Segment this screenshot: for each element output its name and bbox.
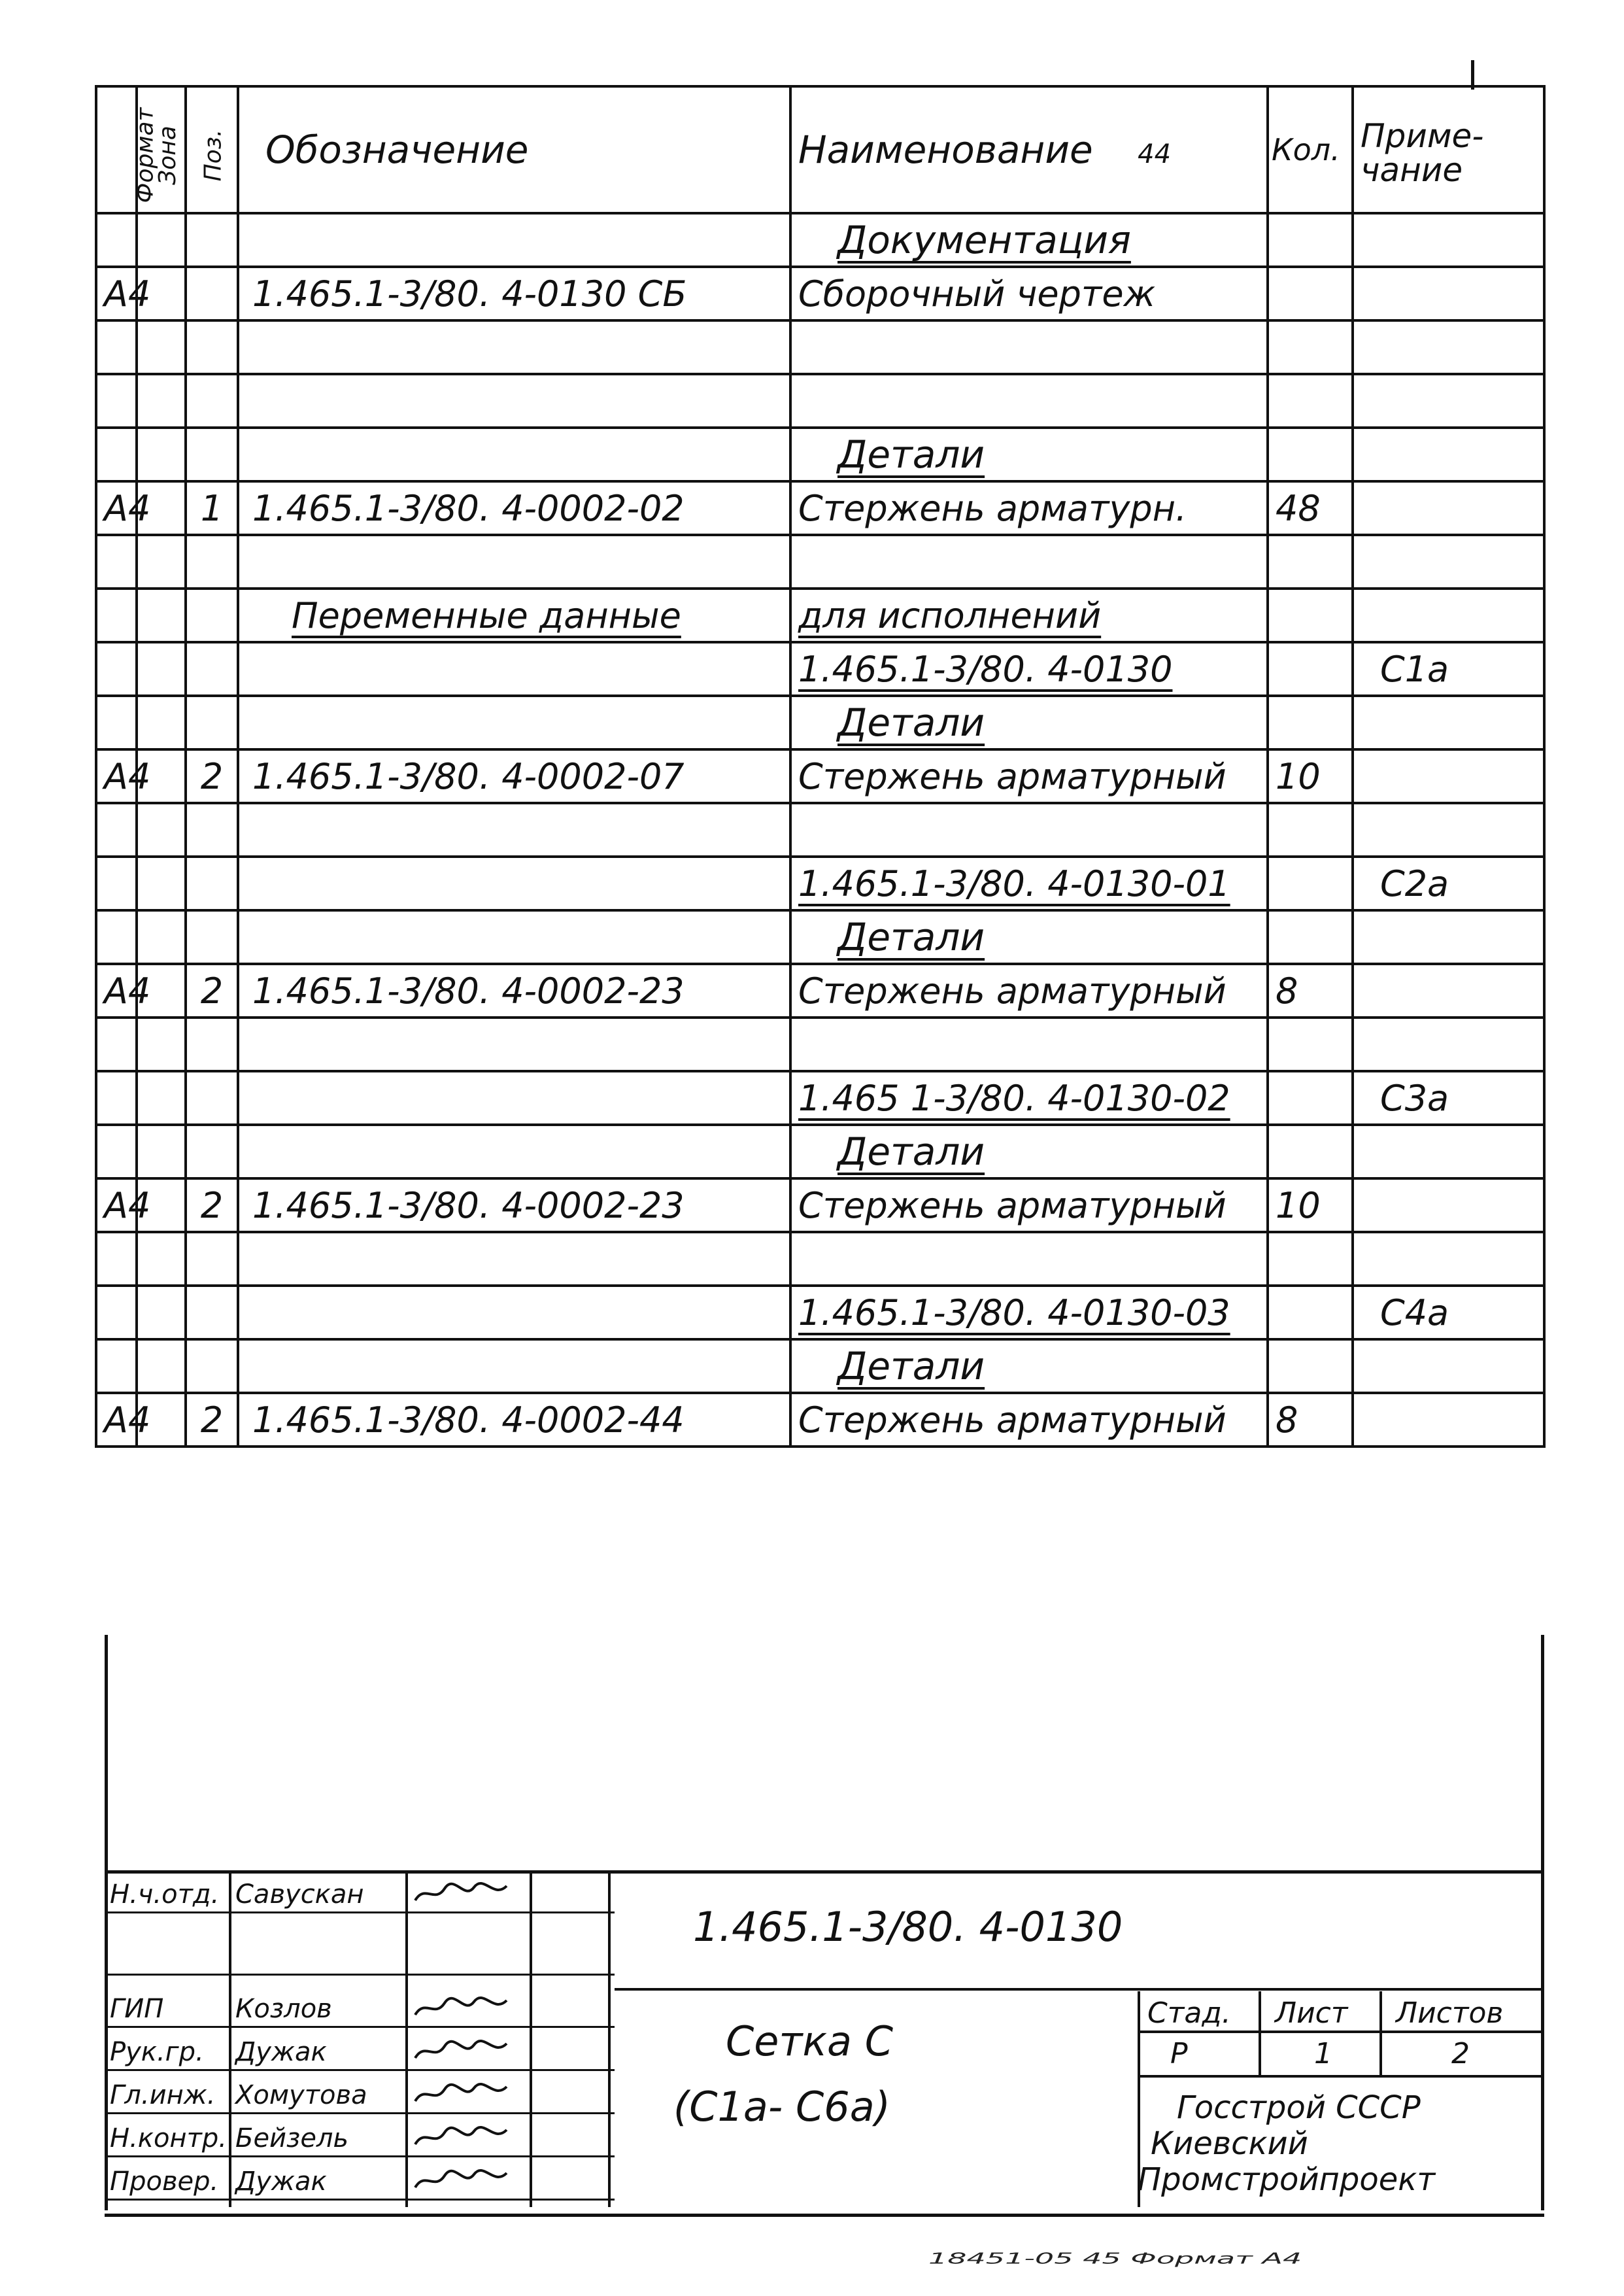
cell-pos (186, 910, 238, 964)
cell-name (790, 964, 1268, 1018)
cell-designation (238, 642, 790, 696)
cell-format (96, 964, 151, 1018)
cell-pos (186, 1393, 238, 1447)
cell-zone (137, 320, 186, 374)
spec-row (96, 803, 1544, 857)
cell-note (1353, 964, 1544, 1018)
cell-format-text: А4 (104, 755, 151, 797)
cell-format-text: А4 (104, 487, 151, 529)
cell-note (1353, 1178, 1544, 1232)
cell-format (96, 857, 137, 910)
signature-scribble (412, 2168, 510, 2194)
cell-pos (186, 964, 238, 1018)
cell-format (96, 374, 137, 428)
cell-note (1353, 320, 1544, 374)
cell-designation-text: 1.465.1-3/80. 4-0002-23 (252, 970, 685, 1012)
cell-qty (1268, 1018, 1353, 1071)
cell-pos (186, 481, 238, 535)
spec-row (96, 1018, 1544, 1071)
cell-note (1353, 1232, 1544, 1286)
cell-zone (137, 374, 186, 428)
cell-pos (186, 1018, 238, 1071)
cell-qty-text: 48 (1276, 487, 1321, 529)
tb-divider-sheet (1259, 1991, 1261, 2076)
cell-pos-text: 2 (200, 755, 224, 797)
cell-name (790, 1178, 1268, 1232)
cell-name (790, 1286, 1268, 1339)
tb-divider-role (229, 1874, 231, 2207)
tb-divider-sign (530, 1874, 532, 2207)
cell-note (1353, 910, 1544, 964)
spec-row (96, 749, 1544, 803)
cell-name-text: 1.465.1-3/80. 4-0130-03 (798, 1292, 1230, 1333)
header-row (96, 86, 1544, 213)
cell-qty (1268, 1339, 1353, 1393)
cell-designation-text: 1.465.1-3/80. 4-0002-23 (252, 1184, 685, 1226)
item-range: (С1а- С6а) (673, 2083, 890, 2131)
cell-note (1353, 1286, 1544, 1339)
tb-line-stage-values (1138, 2075, 1544, 2078)
signatory-name: Бейзель (235, 2123, 349, 2153)
cell-designation (238, 481, 790, 535)
cell-format (96, 1339, 137, 1393)
cell-name (790, 428, 1268, 481)
cell-name-text: Детали (837, 432, 985, 477)
signature-scribble (412, 2125, 510, 2151)
signatory-role: Н.ч.отд. (110, 1879, 220, 1910)
cell-zone (137, 1286, 186, 1339)
spec-row (96, 428, 1544, 481)
spec-row (96, 374, 1544, 428)
col-zone-header: Зона (137, 86, 186, 213)
frame-corner-mark (1471, 60, 1474, 90)
cell-format (96, 481, 151, 535)
cell-qty (1268, 749, 1353, 803)
cell-designation (238, 1018, 790, 1071)
cell-pos (186, 857, 238, 910)
cell-qty (1268, 642, 1353, 696)
cell-pos (186, 589, 238, 642)
cell-note-text: С2а (1380, 863, 1449, 904)
stage-value: Р (1170, 2037, 1188, 2070)
cell-format (96, 1232, 137, 1286)
cell-designation (238, 1125, 790, 1178)
tb-divider-name (405, 1874, 408, 2207)
cell-pos-text: 2 (200, 970, 224, 1012)
spec-row (96, 481, 1544, 535)
cell-designation-text: 1.465.1-3/80. 4-0002-44 (252, 1399, 685, 1441)
signatory-name: Козлов (235, 1994, 332, 2024)
cell-note (1353, 428, 1544, 481)
cell-format (96, 642, 137, 696)
cell-qty (1268, 535, 1353, 589)
cell-zone (137, 1071, 186, 1125)
spec-row (96, 857, 1544, 910)
tb-line-stage-header (1138, 2030, 1544, 2033)
signatory-row (105, 1939, 615, 1976)
cell-qty (1268, 1125, 1353, 1178)
cell-designation (238, 1286, 790, 1339)
cell-format (96, 589, 137, 642)
cell-qty (1268, 1178, 1353, 1232)
cell-pos (186, 642, 238, 696)
cell-pos (186, 1232, 238, 1286)
signature-scribble (412, 1881, 510, 1907)
cell-format (96, 320, 137, 374)
sheets-value: 2 (1451, 2037, 1470, 2070)
document-code: 1.465.1-3/80. 4-0130 (693, 1903, 1123, 1951)
cell-format (96, 696, 137, 749)
cell-format (96, 910, 137, 964)
cell-qty (1268, 481, 1353, 535)
spec-row (96, 964, 1544, 1018)
cell-pos (186, 374, 238, 428)
signatory-name: Дужак (235, 2167, 327, 2197)
col-designation-header: Обозначение (238, 86, 790, 213)
signatory-role: Н.контр. (110, 2123, 227, 2153)
cell-zone (137, 1018, 186, 1071)
cell-name (790, 1232, 1268, 1286)
cell-qty-text: 10 (1276, 1184, 1321, 1226)
sheet-value: 1 (1314, 2037, 1332, 2070)
cell-designation (238, 1339, 790, 1393)
cell-zone (137, 535, 186, 589)
spec-row (96, 1393, 1544, 1447)
cell-name (790, 589, 1268, 642)
spec-row (96, 642, 1544, 696)
cell-name (790, 1393, 1268, 1447)
cell-format (96, 1178, 151, 1232)
cell-name (790, 320, 1268, 374)
cell-qty (1268, 374, 1353, 428)
cell-name-text: Стержень арматурный (798, 970, 1226, 1012)
cell-pos (186, 749, 238, 803)
stage-label: Стад. (1147, 1996, 1231, 2030)
cell-note (1353, 1393, 1544, 1447)
cell-qty (1268, 213, 1353, 267)
cell-designation (238, 428, 790, 481)
title-block (105, 1870, 1544, 2217)
cell-note (1353, 1071, 1544, 1125)
cell-name (790, 749, 1268, 803)
cell-name-text: Стержень арматурн. (798, 487, 1187, 529)
col-name-header: Наименование 44 (790, 86, 1268, 213)
cell-name-text: Стержень арматурный (798, 1399, 1226, 1441)
tb-divider-sheets (1379, 1991, 1382, 2076)
cell-name-text: Детали (837, 700, 985, 745)
cell-zone (137, 857, 186, 910)
organization-line-1: Госстрой СССР (1177, 2089, 1421, 2126)
cell-designation (238, 696, 790, 749)
cell-format (96, 803, 137, 857)
spec-row (96, 535, 1544, 589)
sheets-label: Листов (1396, 1996, 1504, 2030)
spec-row (96, 1232, 1544, 1286)
cell-name-text: 1.465.1-3/80. 4-0130 (798, 648, 1173, 690)
signatory-row (105, 1877, 615, 1913)
cell-zone (137, 1232, 186, 1286)
cell-pos (186, 1125, 238, 1178)
cell-pos (186, 696, 238, 749)
spec-row (96, 213, 1544, 267)
cell-qty (1268, 1286, 1353, 1339)
cell-name (790, 1018, 1268, 1071)
cell-note (1353, 481, 1544, 535)
cell-zone (137, 1125, 186, 1178)
cell-pos (186, 1339, 238, 1393)
cell-name (790, 267, 1268, 320)
col-format-header: Формат (96, 86, 137, 213)
cell-zone (137, 803, 186, 857)
cell-qty (1268, 910, 1353, 964)
col-note-header: Приме- чание (1353, 86, 1544, 213)
signatory-row (105, 2121, 615, 2157)
cell-format (96, 1018, 137, 1071)
cell-designation (238, 535, 790, 589)
cell-qty (1268, 1232, 1353, 1286)
signatory-row (105, 2078, 615, 2114)
cell-note-text: С3а (1380, 1077, 1449, 1119)
cell-name-text: Стержень арматурный (798, 755, 1226, 797)
cell-note (1353, 213, 1544, 267)
cell-qty (1268, 589, 1353, 642)
signatory-name: Дужак (235, 2037, 327, 2067)
bottom-edge-code: 18451-05 45 Формат А4 (928, 2250, 1302, 2267)
cell-pos (186, 1071, 238, 1125)
tb-line-code (615, 1988, 1544, 1991)
cell-name-text: Детали (837, 1344, 985, 1388)
cell-note (1353, 803, 1544, 857)
cell-note (1353, 535, 1544, 589)
cell-name (790, 1125, 1268, 1178)
cell-qty (1268, 428, 1353, 481)
cell-note-text: С4а (1380, 1292, 1449, 1333)
cell-name (790, 213, 1268, 267)
cell-pos (186, 1178, 238, 1232)
cell-pos (186, 803, 238, 857)
cell-format (96, 1071, 137, 1125)
cell-zone (137, 642, 186, 696)
cell-qty (1268, 857, 1353, 910)
cell-note (1353, 749, 1544, 803)
cell-designation (238, 857, 790, 910)
spec-row (96, 1286, 1544, 1339)
signatory-name: Савускан (235, 1879, 364, 1910)
cell-designation (238, 1393, 790, 1447)
cell-designation (238, 1178, 790, 1232)
cell-name-text: Детали (837, 1129, 985, 1174)
cell-qty (1268, 803, 1353, 857)
cell-designation (238, 320, 790, 374)
cell-format (96, 1393, 151, 1447)
cell-name (790, 1339, 1268, 1393)
cell-pos (186, 535, 238, 589)
cell-name (790, 1071, 1268, 1125)
cell-qty (1268, 1393, 1353, 1447)
cell-name (790, 857, 1268, 910)
signatory-role: Рук.гр. (110, 2037, 204, 2067)
cell-note (1353, 589, 1544, 642)
cell-format (96, 428, 137, 481)
sheet-label: Лист (1275, 1996, 1348, 2030)
col-qty-header: Кол. (1268, 86, 1353, 213)
spec-row (96, 267, 1544, 320)
cell-format (96, 213, 137, 267)
cell-pos-text: 2 (200, 1184, 224, 1226)
cell-designation-text: 1.465.1-3/80. 4-0002-07 (252, 755, 685, 797)
signatory-role: Провер. (110, 2167, 219, 2197)
cell-name (790, 910, 1268, 964)
name-header-mark: 44 (1138, 139, 1172, 169)
cell-note (1353, 374, 1544, 428)
cell-zone (137, 1339, 186, 1393)
cell-zone (137, 910, 186, 964)
cell-format-text: А4 (104, 1184, 151, 1226)
organization-line-3: Промстройпроект (1138, 2161, 1436, 2198)
cell-format (96, 535, 137, 589)
spec-row (96, 320, 1544, 374)
cell-format (96, 749, 151, 803)
cell-qty (1268, 696, 1353, 749)
organization-line-2: Киевский (1151, 2125, 1308, 2162)
signatory-row (105, 2164, 615, 2201)
cell-designation (238, 213, 790, 267)
cell-name-text: Документация (837, 218, 1131, 262)
cell-format (96, 1286, 137, 1339)
cell-note-text: С1а (1380, 648, 1449, 690)
cell-pos-text: 2 (200, 1399, 224, 1441)
cell-pos (186, 428, 238, 481)
cell-name (790, 803, 1268, 857)
signature-scribble (412, 2038, 510, 2065)
cell-format (96, 267, 151, 320)
cell-note (1353, 267, 1544, 320)
cell-name (790, 481, 1268, 535)
cell-designation-text: Переменные данные (292, 594, 681, 636)
cell-zone (137, 428, 186, 481)
signature-scribble (412, 1995, 510, 2021)
spec-row (96, 1071, 1544, 1125)
cell-name (790, 535, 1268, 589)
spec-row (96, 589, 1544, 642)
cell-name-text: 1.465.1-3/80. 4-0130-01 (798, 863, 1230, 904)
cell-qty (1268, 320, 1353, 374)
cell-designation-text: 1.465.1-3/80. 4-0130 СБ (252, 273, 687, 315)
cell-qty-text: 8 (1276, 1399, 1298, 1441)
spec-row (96, 1125, 1544, 1178)
cell-designation (238, 589, 790, 642)
spec-row (96, 1178, 1544, 1232)
cell-note (1353, 642, 1544, 696)
cell-pos-text: 1 (200, 487, 224, 529)
cell-note (1353, 696, 1544, 749)
cell-name (790, 374, 1268, 428)
spec-row (96, 910, 1544, 964)
cell-pos (186, 213, 238, 267)
cell-format-text: А4 (104, 1399, 151, 1441)
signatory-row (105, 1991, 615, 2028)
cell-note (1353, 857, 1544, 910)
signatory-role: ГИП (110, 1994, 164, 2024)
cell-qty (1268, 964, 1353, 1018)
cell-qty (1268, 267, 1353, 320)
cell-designation (238, 749, 790, 803)
cell-format-text: А4 (104, 273, 151, 315)
cell-format-text: А4 (104, 970, 151, 1012)
cell-pos (186, 320, 238, 374)
cell-format (96, 1125, 137, 1178)
cell-zone (137, 213, 186, 267)
cell-designation (238, 374, 790, 428)
cell-zone (137, 589, 186, 642)
spec-row (96, 1339, 1544, 1393)
cell-name (790, 642, 1268, 696)
cell-name (790, 696, 1268, 749)
item-name: Сетка С (726, 2017, 893, 2065)
cell-designation (238, 803, 790, 857)
signatory-name: Хомутова (235, 2080, 367, 2110)
cell-zone (137, 696, 186, 749)
signatory-role: Гл.инж. (110, 2080, 216, 2110)
cell-note (1353, 1125, 1544, 1178)
cell-designation (238, 1071, 790, 1125)
cell-designation-text: 1.465.1-3/80. 4-0002-02 (252, 487, 685, 529)
cell-name-text: Стержень арматурный (798, 1184, 1226, 1226)
cell-name-text: 1.465 1-3/80. 4-0130-02 (798, 1077, 1230, 1119)
cell-note (1353, 1018, 1544, 1071)
cell-pos (186, 267, 238, 320)
tb-divider-date (608, 1874, 611, 2207)
cell-designation (238, 1232, 790, 1286)
col-pos-header: Поз. (186, 86, 238, 213)
cell-qty-text: 10 (1276, 755, 1321, 797)
cell-qty-text: 8 (1276, 970, 1298, 1012)
signature-scribble (412, 2082, 510, 2108)
spec-row (96, 696, 1544, 749)
cell-note (1353, 1339, 1544, 1393)
cell-pos (186, 1286, 238, 1339)
cell-designation (238, 910, 790, 964)
cell-name-text: Детали (837, 915, 985, 959)
cell-name-text: Сборочный чертеж (798, 273, 1156, 315)
cell-qty (1268, 1071, 1353, 1125)
cell-designation (238, 267, 790, 320)
cell-designation (238, 964, 790, 1018)
specification-table (95, 85, 1546, 1448)
cell-name-text: для исполнений (798, 594, 1102, 636)
signatory-row (105, 2034, 615, 2071)
